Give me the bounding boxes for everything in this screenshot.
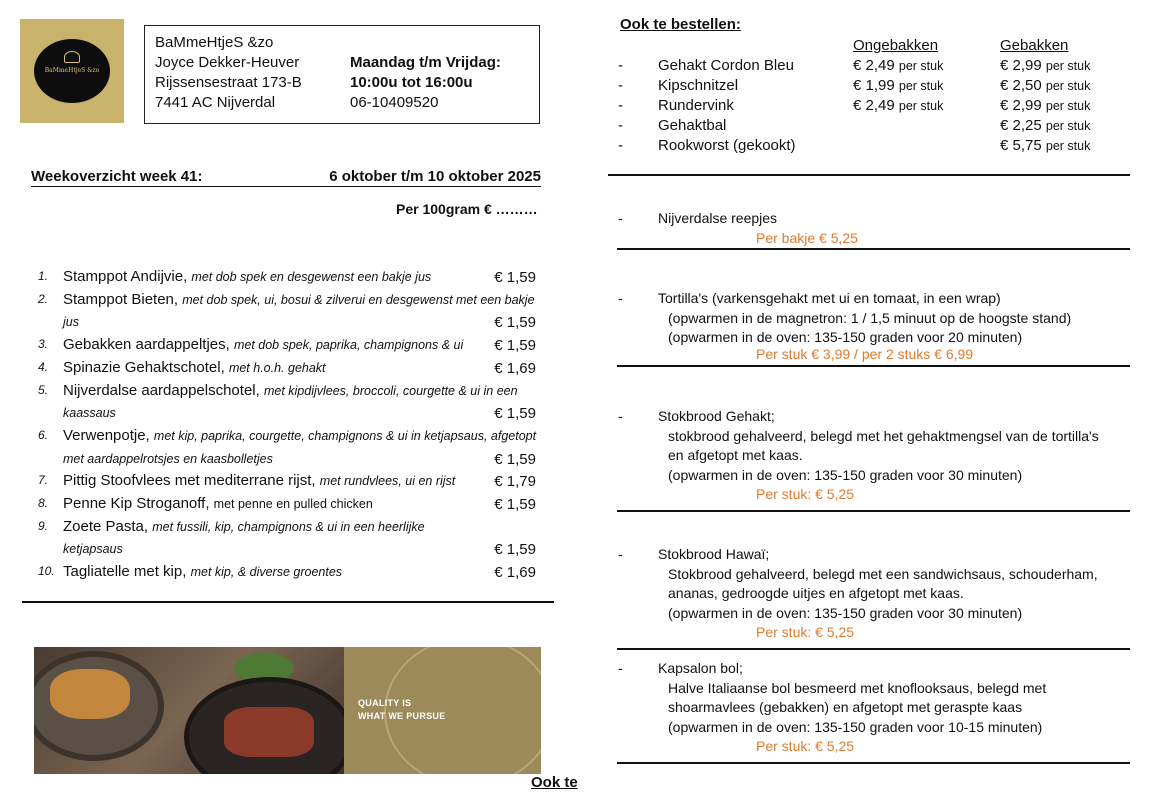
menu-item-name: Stamppot Andijvie, — [63, 268, 188, 285]
menu-item-price: € 1,59 — [494, 496, 536, 514]
menu-item-name: Tagliatelle met kip, — [63, 563, 187, 581]
menu-item-name: Zoete Pasta, — [63, 517, 149, 535]
divider — [22, 601, 554, 603]
menu-item-name: Stamppot Bieten, — [63, 290, 179, 308]
week-title: Weekoverzicht week 41: — [31, 168, 203, 185]
menu-item — [38, 266, 538, 289]
col-unbaked: Ongebakken — [853, 37, 939, 54]
menu-item-number: 3. — [38, 337, 49, 352]
price-per-100g: Per 100gram € ……… — [396, 201, 538, 217]
menu-item-number: 4. — [38, 359, 49, 374]
order-unbaked-price: € 2,49 — [853, 97, 895, 114]
menu-item-desc: met fussili, kip, champignons & ui in een heerlijke ketjapsaus — [63, 519, 425, 557]
section-line: Stokbrood gehalveerd, belegd met een sandwichsaus, schouderham, — [668, 565, 1098, 582]
order-item-name: Gehaktbal — [658, 117, 727, 134]
menu-item-desc: met dob spek, paprika, champignons & ui — [233, 338, 464, 353]
menu-item-price: € 1,59 — [494, 337, 536, 355]
per-stuk: per stuk — [898, 79, 944, 93]
section-stokbrood-gehakt — [618, 407, 1099, 505]
order-baked-price: € 2,99 — [1000, 57, 1042, 74]
order-dash: - — [618, 77, 623, 94]
footer-text: Ook te — [531, 774, 578, 791]
hours: 10:00u tot 16:00u — [350, 74, 473, 91]
week-dates: 6 oktober t/m 10 oktober 2025 — [329, 168, 541, 185]
divider — [617, 365, 1130, 367]
logo-badge — [34, 39, 110, 103]
section-price: Per stuk € 3,99 / per 2 stuks € 6,99 — [756, 345, 974, 362]
menu-item-price: € 1,59 — [494, 405, 536, 423]
steak-icon — [224, 707, 314, 757]
per-stuk: per stuk — [1045, 79, 1091, 93]
slogan-line1: QUALITY IS — [358, 698, 412, 708]
order-title: Ook te bestellen: — [620, 16, 741, 33]
divider — [617, 510, 1130, 512]
section-line: Halve Italiaanse bol besmeerd met knoflooksaus, belegd met — [668, 679, 1047, 696]
menu-item-number: 1. — [38, 269, 49, 283]
per-stuk: per stuk — [1045, 99, 1091, 113]
menu-item-name: Penne Kip Stroganoff, — [63, 495, 210, 513]
menu-item-desc: met kip, paprika, courgette, champignons & ui in ketjapsaus, afgetopt met aardappelrotsjes en kaasbolletjes — [63, 428, 537, 466]
hours-block — [350, 53, 501, 113]
menu-item-price: € 1,69 — [494, 564, 536, 582]
menu-item-name: Spinazie Gehaktschotel, — [63, 358, 225, 376]
section-tortilla — [618, 289, 1071, 364]
section-price: Per stuk: € 5,25 — [756, 624, 855, 640]
section-dash: - — [618, 408, 623, 424]
menu-item — [38, 357, 538, 380]
per-stuk: per stuk — [898, 59, 944, 73]
menu-item — [38, 470, 538, 493]
order-dash: - — [618, 97, 623, 114]
order-item-name: Rookworst (gekookt) — [658, 137, 796, 154]
per-stuk: per stuk — [1045, 119, 1091, 133]
section-dash: - — [618, 210, 623, 226]
section-stokbrood-hawai — [618, 545, 1098, 643]
order-baked-price: € 2,99 — [1000, 97, 1042, 114]
section-line: (opwarmen in de oven: 135-150 graden voor 30 minuten) — [668, 466, 1023, 483]
order-item-name: Kipschnitzel — [658, 77, 739, 94]
section-price: Per bakje € 5,25 — [756, 229, 858, 246]
menu-item-name: Verwenpotje, — [63, 426, 150, 444]
section-dash: - — [618, 660, 623, 676]
section-line: shoarmavlees (gebakken) en afgetopt met geraspte kaas — [668, 699, 1023, 715]
menu-item-price: € 1,69 — [494, 359, 536, 377]
logo — [20, 19, 124, 123]
divider — [617, 248, 1130, 250]
menu-item-price: € 1,59 — [494, 541, 536, 559]
city: 7441 AC Nijverdal — [155, 94, 276, 111]
section-line: ananas, gedroogde uitjes en afgetopt met kaas. — [668, 585, 964, 601]
order-dash: - — [618, 117, 623, 134]
order-unbaked-price: € 1,99 — [853, 77, 895, 94]
menu-item-number: 7. — [38, 473, 49, 488]
section-title: Nijverdalse reepjes — [658, 210, 778, 226]
food-photo — [34, 647, 541, 774]
menu-item-number: 2. — [38, 291, 49, 306]
menu-item-number: 8. — [38, 496, 49, 511]
menu-item-number: 10. — [38, 564, 55, 579]
order-dash: - — [618, 137, 623, 154]
section-price: Per stuk: € 5,25 — [756, 486, 855, 502]
menu-item — [38, 334, 538, 357]
section-line: (opwarmen in de oven: 135-150 graden voor 30 minuten) — [668, 604, 1023, 621]
hours-label: Maandag t/m Vrijdag: — [350, 54, 501, 71]
order-item-name: Rundervink — [658, 97, 734, 114]
menu-item-desc: met dob spek en desgewenst een bakje jus — [191, 270, 432, 284]
menu-item-price: € 1,79 — [494, 473, 536, 491]
menu-item-desc: met penne en pulled chicken — [213, 497, 373, 512]
section-line: stokbrood gehalveerd, belegd met het gehaktmengsel van de tortilla's — [668, 427, 1099, 444]
menu-item — [38, 425, 538, 470]
section-line: (opwarmen in de oven: 135-150 graden voor 10-15 minuten) — [668, 718, 1043, 735]
order-baked-price: € 2,50 — [1000, 77, 1042, 94]
menu-item-desc: met rundvlees, ui en rijst — [319, 474, 456, 489]
menu-item-desc: met kipdijvlees, broccoli, courgette & ui in een kaassaus — [63, 383, 518, 421]
menu-item-desc: met h.o.h. gehakt — [228, 360, 326, 375]
street: Rijssensestraat 173-B — [155, 74, 302, 91]
order-item-name: Gehakt Cordon Bleu — [658, 57, 794, 74]
menu-item-desc: met dob spek, ui, bosui & zilverui en desgewenst met een bakje jus — [63, 292, 535, 330]
section-line: (opwarmen in de magnetron: 1 / 1,5 minuut op de hoogste stand) — [668, 309, 1072, 326]
schnitzel-icon — [50, 669, 130, 719]
section-kapsalon — [618, 659, 1046, 757]
menu-item — [38, 516, 538, 561]
menu-item — [38, 493, 538, 516]
order-baked-price: € 5,75 — [1000, 137, 1042, 154]
section-reepjes — [618, 209, 858, 248]
phone: 06-10409520 — [350, 94, 439, 111]
order-baked-price: € 2,25 — [1000, 117, 1042, 134]
menu-item-desc: met kip, & diverse groentes — [190, 565, 343, 580]
section-title: Stokbrood Hawaï; — [658, 546, 770, 562]
logo-text: BaMmeHtjeS &zo — [44, 67, 100, 74]
menu-item-name: Gebakken aardappeltjes, — [63, 336, 230, 354]
menu-item-price: € 1,59 — [494, 314, 536, 332]
menu-item-number: 9. — [38, 518, 49, 533]
week-header — [31, 168, 541, 187]
menu-item — [38, 380, 538, 425]
owner-name: Joyce Dekker-Heuver — [155, 54, 300, 71]
divider — [608, 174, 1130, 176]
section-dash: - — [618, 290, 623, 306]
section-title: Tortilla's (varkensgehakt met ui en tomaat, in een wrap) — [658, 290, 1001, 306]
weekly-menu — [38, 266, 538, 584]
menu-item — [38, 289, 538, 334]
col-baked: Gebakken — [1000, 37, 1069, 54]
address-block — [155, 33, 302, 113]
section-dash: - — [618, 546, 623, 562]
section-line: en afgetopt met kaas. — [668, 447, 803, 463]
menu-item — [38, 561, 538, 584]
address-box — [144, 25, 540, 124]
order-unbaked-price: € 2,49 — [853, 57, 895, 74]
section-price: Per stuk: € 5,25 — [756, 738, 855, 754]
slogan-line2: WHAT WE PURSUE — [358, 711, 446, 721]
menu-item-price: € 1,59 — [494, 450, 536, 468]
menu-item-number: 5. — [38, 382, 49, 397]
per-stuk: per stuk — [898, 99, 944, 113]
section-title: Kapsalon bol; — [658, 660, 743, 676]
menu-item-name: Pittig Stoofvlees met mediterrane rijst, — [63, 472, 316, 490]
divider — [617, 648, 1130, 650]
order-dash: - — [618, 57, 623, 74]
menu-item-number: 6. — [38, 427, 49, 442]
section-title: Stokbrood Gehakt; — [658, 408, 775, 424]
section-line: (opwarmen in de oven: 135-150 graden voor 20 minuten) — [668, 329, 1023, 345]
divider — [617, 762, 1130, 764]
per-stuk: per stuk — [1045, 59, 1091, 73]
business-name: BaMmeHtjeS &zo — [155, 34, 274, 51]
per-stuk: per stuk — [1045, 139, 1091, 153]
menu-item-price: € 1,59 — [494, 269, 536, 286]
slogan — [358, 697, 446, 723]
chef-hat-icon — [64, 51, 80, 63]
menu-item-name: Nijverdalse aardappelschotel, — [63, 381, 260, 399]
photo-dishes — [34, 647, 344, 774]
